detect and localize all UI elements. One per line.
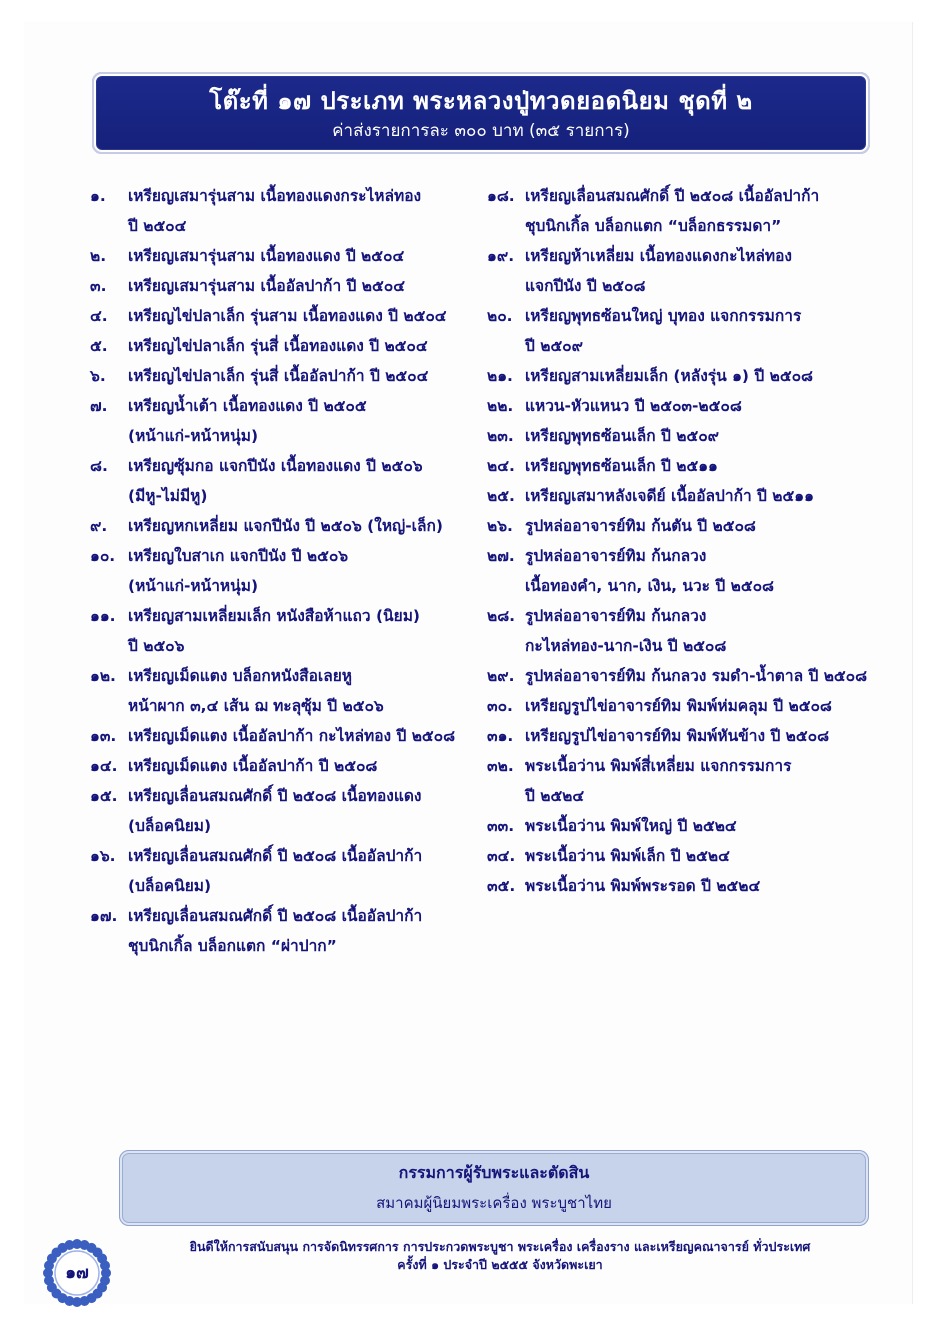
item-text: [525, 661, 887, 691]
item-text: [128, 661, 480, 721]
item-number: ๓.: [90, 277, 107, 295]
list-item: [487, 811, 887, 841]
item-line: รูปหล่ออาจารย์ทิม ก้นกลวง: [525, 607, 707, 625]
list-item: [90, 391, 480, 451]
list-item: [487, 301, 887, 361]
item-line: เหรียญซุ้มกอ แจกปีนัง เนื้อทองแดง ปี ๒๕๐๖: [128, 457, 423, 475]
item-line: เหรียญสามเหลี่ยมเล็ก (หลังรุ่น ๑) ปี ๒๕๐๘: [525, 367, 814, 385]
item-line: เหรียญห้าเหลี่ยม เนื้อทองแดงกะไหล่ทอง: [525, 247, 792, 265]
item-text: [525, 301, 887, 361]
list-item: [487, 841, 887, 871]
item-line: เหรียญเม็ดแตง เนื้ออัลปาก้า กะไหล่ทอง ปี ๒๕๐๘: [128, 727, 456, 745]
item-text: [525, 361, 887, 391]
item-text: [525, 241, 887, 301]
item-line: รูปหล่ออาจารย์ทิม ก้นตัน ปี ๒๕๐๘: [525, 517, 756, 535]
item-number: ๒๖.: [487, 517, 513, 535]
footer-note: [150, 1238, 850, 1274]
item-text: [525, 481, 887, 511]
list-item: [487, 691, 887, 721]
item-line: ปี ๒๕๐๖: [128, 637, 185, 655]
item-line: เหรียญเสมารุ่นสาม เนื้อทองแดง ปี ๒๕๐๔: [128, 247, 405, 265]
list-item: [487, 451, 887, 481]
item-number: ๖.: [90, 367, 106, 385]
item-text: [128, 241, 480, 271]
item-number: ๓๒.: [487, 757, 514, 775]
item-line: เหรียญไข่ปลาเล็ก รุ่นสี่ เนื้อทองแดง ปี ๒๕๐๔: [128, 337, 428, 355]
item-line: (หน้าแก่-หน้าหนุ่ม): [128, 577, 259, 595]
item-number: ๒๑.: [487, 367, 513, 385]
item-number: ๗.: [90, 397, 108, 415]
item-text: [525, 811, 887, 841]
list-item: [90, 721, 480, 751]
item-number: ๒๗.: [487, 547, 515, 565]
list-item: [90, 451, 480, 511]
item-number: ๓๔.: [487, 847, 516, 865]
item-line: แจกปีนัง ปี ๒๕๐๘: [525, 277, 646, 295]
item-number: ๒๔.: [487, 457, 515, 475]
item-line: (มีหู-ไม่มีหู): [128, 487, 208, 505]
item-line: เหรียญเลื่อนสมณศักดิ์ ปี ๒๕๐๘ เนื้ออัลปาก้า: [128, 907, 423, 925]
list-item: [487, 391, 887, 421]
item-line: (หน้าแก่-หน้าหนุ่ม): [128, 427, 259, 445]
item-text: [128, 751, 480, 781]
item-text: [128, 451, 480, 511]
item-line: เหรียญรูปไข่อาจารย์ทิม พิมพ์หันข้าง ปี ๒๕๐๘: [525, 727, 830, 745]
item-text: [525, 391, 887, 421]
list-item: [487, 181, 887, 241]
item-line: เหรียญเสมารุ่นสาม เนื้ออัลปาก้า ปี ๒๕๐๔: [128, 277, 405, 295]
item-line: เนื้อทองคำ, นาก, เงิน, นวะ ปี ๒๕๐๘: [525, 577, 774, 595]
item-number: ๑๕.: [90, 787, 118, 805]
item-line: เหรียญพุทธซ้อนใหญ่ บุทอง แจกกรรมการ: [525, 307, 802, 325]
item-line: เหรียญหกเหลี่ยม แจกปีนัง ปี ๒๕๐๖ (ใหญ่-เล็ก): [128, 517, 443, 535]
association-name: สมาคมผู้นิยมพระเครื่อง พระบูชาไทย: [376, 1194, 612, 1212]
page-title: โต๊ะที่ ๑๗ ประเภท พระหลวงปู่ทวดยอดนิยม ชุดที่ ๒: [209, 87, 753, 115]
item-line: เหรียญพุทธซ้อนเล็ก ปี ๒๕๑๑: [525, 457, 718, 475]
item-text: [128, 541, 480, 601]
item-text: [525, 511, 887, 541]
item-line: ปี ๒๕๐๔: [128, 217, 187, 235]
item-line: เหรียญไข่ปลาเล็ก รุ่นสาม เนื้อทองแดง ปี ๒๕๐๔: [128, 307, 447, 325]
item-text: [525, 601, 887, 661]
item-text: [525, 541, 887, 601]
item-number: ๒๘.: [487, 607, 516, 625]
list-item: [487, 601, 887, 661]
item-list-right: [487, 181, 887, 901]
list-item: [487, 751, 887, 811]
item-line: รูปหล่ออาจารย์ทิม ก้นกลวง รมดำ-น้ำตาล ปี ๒๕๐๘: [525, 667, 868, 685]
list-item: [90, 361, 480, 391]
list-item: [487, 721, 887, 751]
item-text: [525, 841, 887, 871]
list-item: [90, 331, 480, 361]
item-number: ๒๙.: [487, 667, 515, 685]
item-line: เหรียญเม็ดแตง เนื้ออัลปาก้า ปี ๒๕๐๘: [128, 757, 378, 775]
item-number: ๔.: [90, 307, 108, 325]
item-number: ๒๒.: [487, 397, 514, 415]
item-line: (บล็อคนิยม): [128, 877, 212, 895]
item-line: กะไหล่ทอง-นาก-เงิน ปี ๒๕๐๘: [525, 637, 727, 655]
item-number: ๓๕.: [487, 877, 516, 895]
item-number: ๑๔.: [90, 757, 118, 775]
item-line: เหรียญเลื่อนสมณศักดิ์ ปี ๒๕๐๘ เนื้ออัลปาก้า: [525, 187, 820, 205]
item-line: เหรียญเลื่อนสมณศักดิ์ ปี ๒๕๐๘ เนื้ออัลปาก้า: [128, 847, 423, 865]
list-item: [487, 481, 887, 511]
item-number: ๑๗.: [90, 907, 118, 925]
item-text: [128, 841, 480, 901]
list-item: [90, 841, 480, 901]
committee-title: กรรมการผู้รับพระและตัดสิน: [398, 1163, 590, 1182]
item-line: เหรียญไข่ปลาเล็ก รุ่นสี่ เนื้ออัลปาก้า ปี ๒๕๐๔: [128, 367, 429, 385]
item-number: ๑๘.: [487, 187, 515, 205]
list-item: [90, 271, 480, 301]
item-number: ๑๓.: [90, 727, 117, 745]
item-text: [128, 271, 480, 301]
item-text: [128, 181, 480, 241]
item-number: ๘.: [90, 457, 108, 475]
item-number: ๒.: [90, 247, 107, 265]
list-item: [90, 241, 480, 271]
footer-committee-box: [119, 1150, 869, 1226]
item-number: ๓๑.: [487, 727, 514, 745]
item-line: พระเนื้อว่าน พิมพ์สี่เหลี่ยม แจกกรรมการ: [525, 757, 792, 775]
item-line: หน้าผาก ๓,๔ เส้น ฌ ทะลุซุ้ม ปี ๒๕๐๖: [128, 697, 384, 715]
item-line: ชุบนิกเกิ้ล บล็อกแตก “ผ่าปาก”: [128, 937, 337, 955]
item-line: พระเนื้อว่าน พิมพ์ใหญ่ ปี ๒๕๒๔: [525, 817, 737, 835]
item-text: [525, 721, 887, 751]
list-item: [90, 301, 480, 331]
item-line: เหรียญเม็ดแตง บล็อกหนังสือเลยหู: [128, 667, 353, 685]
item-line: พระเนื้อว่าน พิมพ์พระรอด ปี ๒๕๒๔: [525, 877, 761, 895]
list-item: [487, 661, 887, 691]
list-item: [90, 511, 480, 541]
item-text: [128, 511, 480, 541]
item-text: [525, 421, 887, 451]
item-list-left: [90, 181, 480, 961]
item-line: ชุบนิกเกิ้ล บล็อกแตก “บล็อกธรรมดา”: [525, 217, 782, 235]
item-line: (บล็อคนิยม): [128, 817, 212, 835]
item-line: ปี ๒๕๐๙: [525, 337, 583, 355]
item-number: ๑๖.: [90, 847, 116, 865]
item-number: ๒๕.: [487, 487, 515, 505]
item-line: ปี ๒๕๒๔: [525, 787, 585, 805]
list-item: [90, 541, 480, 601]
item-number: ๑๒.: [90, 667, 116, 685]
item-text: [128, 721, 480, 751]
list-item: [90, 181, 480, 241]
list-item: [90, 901, 480, 961]
item-text: [128, 361, 480, 391]
item-number: ๒๐.: [487, 307, 513, 325]
header-banner: [92, 72, 870, 154]
list-item: [487, 541, 887, 601]
item-number: ๓๐.: [487, 697, 513, 715]
list-item: [487, 871, 887, 901]
list-item: [90, 601, 480, 661]
list-item: [90, 781, 480, 841]
item-text: [128, 301, 480, 331]
item-text: [128, 901, 480, 961]
item-number: ๑.: [90, 187, 106, 205]
item-line: เหรียญสามเหลี่ยมเล็ก หนังสือห้าแถว (นิยม): [128, 607, 421, 625]
item-text: [525, 451, 887, 481]
footer-note-line: ครั้งที่ ๑ ประจำปี ๒๕๕๕ จังหวัดพะเยา: [397, 1257, 603, 1272]
item-text: [128, 781, 480, 841]
item-text: [128, 391, 480, 451]
footer-note-line: ยินดีให้การสนับสนุน การจัดนิทรรศการ การประกวดพระบูชา พระเครื่อง เครื่องราง และเหรียญคณาจารย์ ทั่วประเทศ: [189, 1239, 811, 1254]
item-number: ๑๙.: [487, 247, 515, 265]
item-text: [525, 691, 887, 721]
item-line: เหรียญพุทธซ้อนเล็ก ปี ๒๕๐๙: [525, 427, 720, 445]
item-text: [525, 871, 887, 901]
item-line: เหรียญเลื่อนสมณศักดิ์ ปี ๒๕๐๘ เนื้อทองแดง: [128, 787, 422, 805]
item-text: [525, 181, 887, 241]
item-text: [128, 601, 480, 661]
list-item: [487, 511, 887, 541]
item-text: [128, 331, 480, 361]
item-line: แหวน-หัวแหนว ปี ๒๕๐๓-๒๕๐๘: [525, 397, 742, 415]
item-line: พระเนื้อว่าน พิมพ์เล็ก ปี ๒๕๒๔: [525, 847, 730, 865]
item-number: ๓๓.: [487, 817, 515, 835]
item-number: ๕.: [90, 337, 108, 355]
item-line: รูปหล่ออาจารย์ทิม ก้นกลวง: [525, 547, 707, 565]
page-number: ๑๗: [65, 1263, 89, 1283]
item-line: เหรียญเสมารุ่นสาม เนื้อทองแดงกระไหล่ทอง: [128, 187, 422, 205]
list-item: [487, 241, 887, 301]
list-item: [487, 421, 887, 451]
item-line: เหรียญรูปไข่อาจารย์ทิม พิมพ์ห่มคลุม ปี ๒๕๐๘: [525, 697, 832, 715]
item-number: ๑๑.: [90, 607, 116, 625]
item-number: ๙.: [90, 517, 108, 535]
page-subtitle: ค่าส่งรายการละ ๓๐๐ บาท (๓๕ รายการ): [332, 121, 630, 141]
item-number: ๒๓.: [487, 427, 514, 445]
list-item: [90, 751, 480, 781]
item-line: เหรียญเสมาหลังเจดีย์ เนื้ออัลปาก้า ปี ๒๕๑๑: [525, 487, 814, 505]
item-number: ๑๐.: [90, 547, 116, 565]
item-line: เหรียญน้ำเต้า เนื้อทองแดง ปี ๒๕๐๕: [128, 397, 367, 415]
list-item: [487, 361, 887, 391]
item-text: [525, 751, 887, 811]
item-line: เหรียญใบสาเก แจกปีนัง ปี ๒๕๐๖: [128, 547, 349, 565]
list-item: [90, 661, 480, 721]
